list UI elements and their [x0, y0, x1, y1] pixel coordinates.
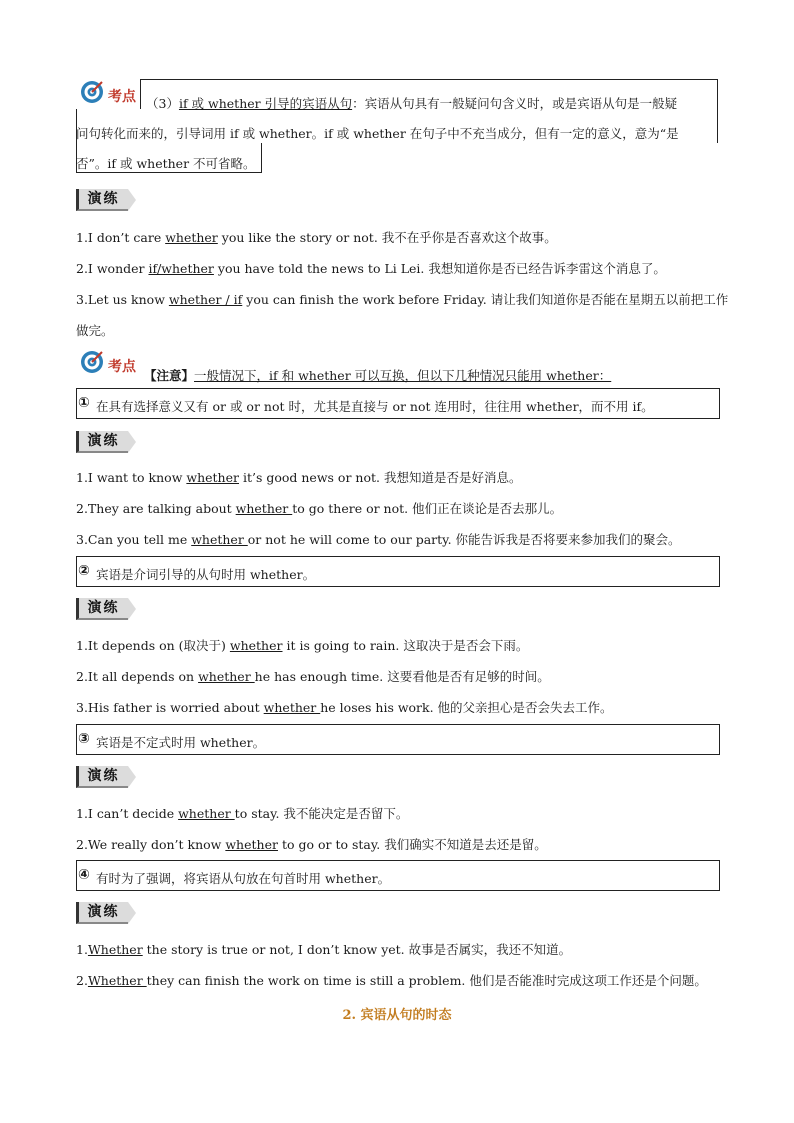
drill-badge: 演练: [76, 598, 128, 620]
example-line: 2.They are talking about whether to go there or not. 他们正在谈论是否去那儿。: [76, 501, 563, 516]
kaodian-label: 考点: [108, 359, 136, 375]
intro-line-3: 否”。if 或 whether 不可省略。: [76, 156, 256, 171]
rule-number: ②: [78, 563, 90, 579]
section-title: 2. 宾语从句的时态: [342, 1008, 452, 1023]
drill-badge: 演练: [76, 902, 128, 924]
intro-line-2: 问句转化而来的，引导词用 if 或 whether。if 或 whether 在句子中不充当成分，但有一定的意义，意为“是: [76, 126, 679, 141]
example-line: 2.Whether they can finish the work on time is still a problem. 他们是否能准时完成这项工作还是个问题。: [76, 973, 707, 988]
rule-number: ③: [78, 731, 90, 747]
note-line: 【注意】一般情况下，if 和 whether 可以互换，但以下几种情况只能用 whether：: [144, 368, 612, 383]
example-line: 1.Whether the story is true or not, I don’t know yet. 故事是否属实，我还不知道。: [76, 942, 572, 957]
example-line: 2.It all depends on whether he has enough time. 这要看他是否有足够的时间。: [76, 669, 550, 684]
rule-number: ①: [78, 395, 90, 411]
example-line: 2.I wonder if/whether you have told the news to Li Lei. 我想知道你是否已经告诉李雷这个消息了。: [76, 261, 666, 276]
intro-line-1: （3）if 或 whether 引导的宾语从句：宾语从句具有一般疑问句含义时，或是宾语从句是一般疑: [146, 96, 678, 111]
target-icon: [80, 350, 104, 374]
target-icon: [80, 80, 104, 104]
example-line: 1.I don’t care whether you like the story or not. 我不在乎你是否喜欢这个故事。: [76, 230, 557, 245]
example-line: 2.We really don’t know whether to go or to stay. 我们确实不知道是去还是留。: [76, 837, 547, 852]
example-line: 3.Can you tell me whether or not he will come to our party. 你能告诉我是否将要来参加我们的聚会。: [76, 532, 681, 547]
kaodian-label: 考点: [108, 89, 136, 105]
rule-text: 有时为了强调，将宾语从句放在句首时用 whether。: [96, 871, 391, 886]
example-line: 1.It depends on (取决于) whether it is going to rain. 这取决于是否会下雨。: [76, 638, 529, 653]
rule-number: ④: [78, 867, 90, 883]
rule-text: 宾语是不定式时用 whether。: [96, 735, 266, 750]
example-line: 1.I can’t decide whether to stay. 我不能决定是否留下。: [76, 806, 409, 821]
rule-text: 在具有选择意义又有 or 或 or not 时，尤其是直接与 or not 连用时，往往用 whether，而不用 if。: [96, 399, 654, 414]
drill-badge: 演练: [76, 766, 128, 788]
drill-badge: 演练: [76, 431, 128, 453]
example-line: 1.I want to know whether it’s good news or not. 我想知道是否是好消息。: [76, 470, 522, 485]
drill-badge: 演练: [76, 189, 128, 211]
example-line: 3.Let us know whether / if you can finish the work before Friday. 请让我们知道你是否能在星期五以前把工作: [76, 292, 729, 307]
example-line: 3.His father is worried about whether he loses his work. 他的父亲担心是否会失去工作。: [76, 700, 613, 715]
example-line-cont: 做完。: [76, 323, 114, 338]
rule-text: 宾语是介词引导的从句时用 whether。: [96, 567, 316, 582]
